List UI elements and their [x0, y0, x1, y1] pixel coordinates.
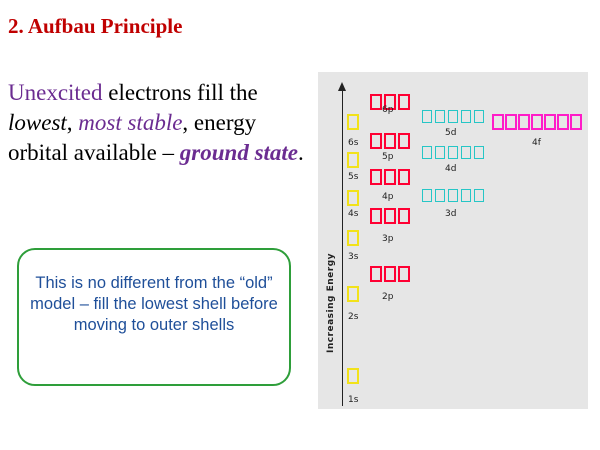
orbital-box-6s [347, 114, 359, 130]
orbital-box-4p-2 [384, 169, 396, 185]
orbital-box-5d-4 [461, 110, 471, 123]
orbital-label-6s: 6s [348, 138, 359, 148]
orbital-label-3d: 3d [445, 209, 457, 219]
orbital-box-5p-2 [384, 133, 396, 149]
orbital-box-4d-3 [448, 146, 458, 159]
orbital-box-2s [347, 286, 359, 302]
orbital-box-5d-1 [422, 110, 432, 123]
orbital-label-3s: 3s [348, 252, 359, 262]
orbital-label-3p: 3p [382, 234, 394, 244]
orbital-label-1s: 1s [348, 395, 359, 405]
orbital-box-6p-1 [370, 94, 382, 110]
orbital-box-4f-3 [518, 114, 530, 130]
para-most-stable: most stable [78, 110, 183, 135]
orbital-box-3d-3 [448, 189, 458, 202]
axis-label: Increasing Energy [326, 252, 336, 354]
orbital-label-2s: 2s [348, 312, 359, 322]
slide-title: 2. Aufbau Principle [8, 14, 183, 38]
orbital-box-4p-3 [398, 169, 410, 185]
orbital-box-1s [347, 368, 359, 384]
energy-axis [342, 90, 343, 406]
orbital-box-4s [347, 190, 359, 206]
para-lowest: lowest [8, 110, 67, 135]
axis-arrowhead [338, 82, 346, 91]
orbital-box-3p-1 [370, 208, 382, 224]
orbital-label-4p: 4p [382, 192, 394, 202]
orbital-box-5d-5 [474, 110, 484, 123]
para-text-3: , energy orbital available – [8, 110, 257, 165]
orbital-box-4f-4 [531, 114, 543, 130]
orbital-box-6p-3 [398, 94, 410, 110]
orbital-box-4d-4 [461, 146, 471, 159]
orbital-box-5d-3 [448, 110, 458, 123]
orbital-box-2p-2 [384, 266, 396, 282]
orbital-box-2p-1 [370, 266, 382, 282]
para-text-2: , [66, 110, 79, 135]
callout-text: This is no different from the “old” model – fill the lowest shell before moving to outer shells [30, 274, 278, 334]
para-period: . [298, 140, 304, 165]
orbital-label-4s: 4s [348, 209, 359, 219]
orbital-label-5d: 5d [445, 128, 457, 138]
orbital-box-2p-3 [398, 266, 410, 282]
para-ground-state: ground state [179, 140, 299, 165]
para-unexcited: Unexcited [8, 80, 103, 105]
orbital-box-4p-1 [370, 169, 382, 185]
orbital-box-4d-5 [474, 146, 484, 159]
callout-box [17, 248, 291, 386]
orbital-label-4d: 4d [445, 164, 457, 174]
orbital-box-4f-6 [557, 114, 569, 130]
orbital-label-4f: 4f [532, 138, 541, 148]
body-paragraph [8, 78, 308, 168]
orbital-box-3d-5 [474, 189, 484, 202]
orbital-box-3d-4 [461, 189, 471, 202]
orbital-box-3d-1 [422, 189, 432, 202]
orbital-label-6p: 6p [382, 105, 394, 115]
orbital-box-3d-2 [435, 189, 445, 202]
orbital-box-3s [347, 230, 359, 246]
orbital-box-5d-2 [435, 110, 445, 123]
orbital-label-2p: 2p [382, 292, 394, 302]
orbital-box-4f-1 [492, 114, 504, 130]
orbital-box-4f-7 [570, 114, 582, 130]
orbital-box-3p-3 [398, 208, 410, 224]
orbital-box-5s [347, 152, 359, 168]
orbital-box-4d-2 [435, 146, 445, 159]
orbital-label-5s: 5s [348, 172, 359, 182]
para-text-1: electrons fill the [102, 80, 258, 105]
orbital-box-3p-2 [384, 208, 396, 224]
orbital-energy-diagram [318, 72, 588, 409]
orbital-box-4f-2 [505, 114, 517, 130]
orbital-box-5p-3 [398, 133, 410, 149]
orbital-box-5p-1 [370, 133, 382, 149]
orbital-box-4f-5 [544, 114, 556, 130]
orbital-label-5p: 5p [382, 152, 394, 162]
orbital-box-4d-1 [422, 146, 432, 159]
